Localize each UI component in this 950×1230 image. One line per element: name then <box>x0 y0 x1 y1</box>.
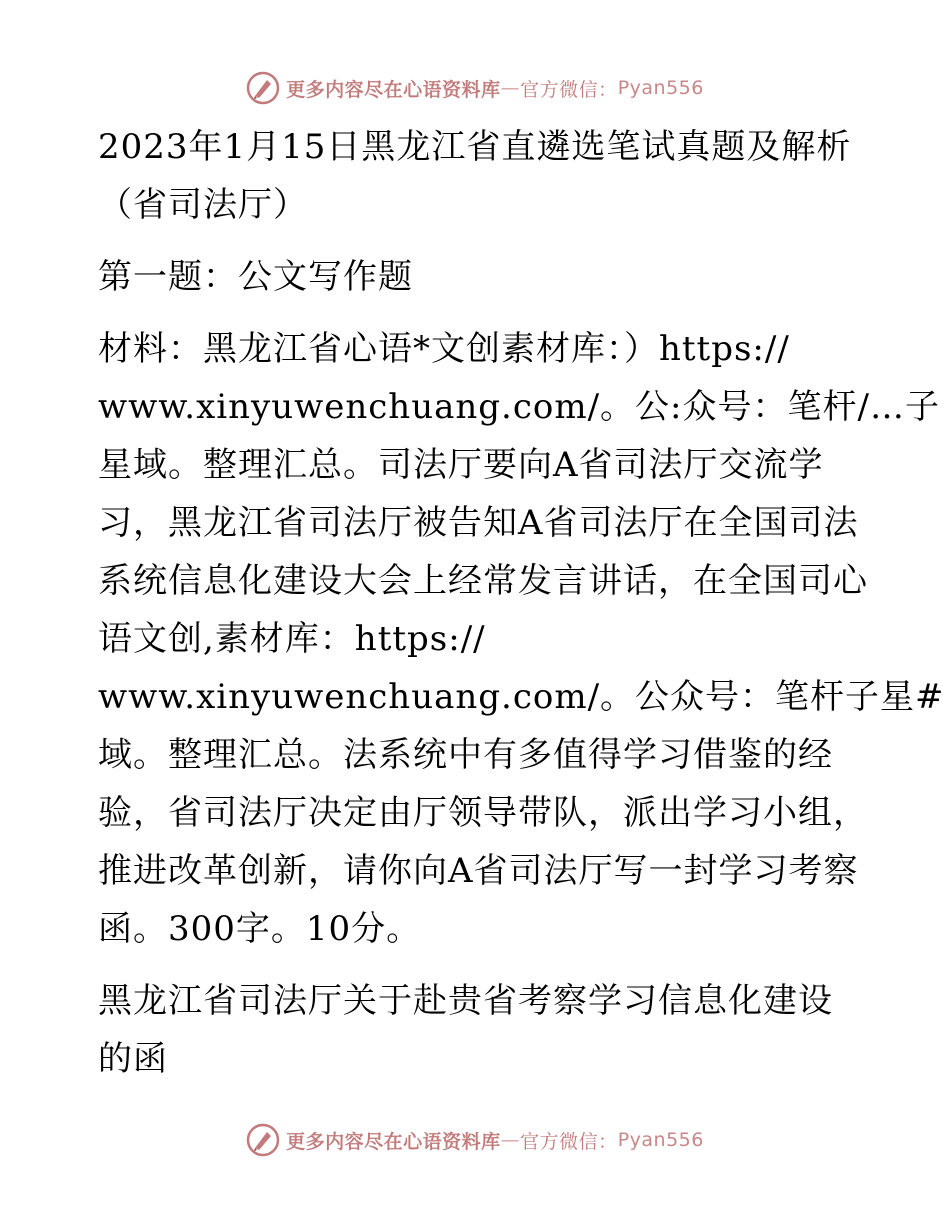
material-line: www.xinyuwenchuang.com/。公:众号：笔杆/…子 <box>98 387 940 427</box>
document-title-line-2: （省司法厅） <box>98 185 308 225</box>
watermark-dash: — <box>500 77 521 99</box>
watermark-text: 更多内容尽在心语资料库 <box>286 78 501 101</box>
document-title-line-1: 2023年1月15日黑龙江省直遴选笔试真题及解析 <box>98 127 852 167</box>
watermark-id: Pyan556 <box>617 77 704 99</box>
pen-logo-icon <box>246 1123 280 1157</box>
watermark-id: Pyan556 <box>617 1129 704 1151</box>
material-line: 语文创,素材库：https:// <box>98 619 486 659</box>
material-line: 函。300字。10分。 <box>98 909 422 949</box>
material-line: 习，黑龙江省司法厅被告知A省司法厅在全国司法 <box>98 503 859 543</box>
letter-title <box>98 972 850 1088</box>
letter-title-line: 黑龙江省司法厅关于赴贵省考察学习信息化建设 <box>98 981 833 1021</box>
material-line: 推进改革创新，请你向A省司法厅写一封学习考察 <box>98 851 859 891</box>
material-line: 验，省司法厅决定由厅领导带队，派出学习小组， <box>98 793 868 833</box>
watermark-text: 更多内容尽在心语资料库 <box>286 1130 501 1153</box>
footer-watermark <box>0 1120 950 1160</box>
material-line: 域。整理汇总。法系统中有多值得学习借鉴的经 <box>98 735 833 775</box>
section-heading: 第一题：公文写作题 <box>98 257 413 297</box>
material-line: 系统信息化建设大会上经常发言讲话，在全国司心 <box>98 561 868 601</box>
watermark-contact: 官方微信： <box>520 1130 618 1153</box>
material-paragraph <box>98 320 945 958</box>
document-body <box>98 118 945 1088</box>
watermark-contact: 官方微信： <box>520 78 618 101</box>
material-line: 星域。整理汇总。司法厅要向A省司法厅交流学 <box>98 445 824 485</box>
material-line: 材料：黑龙江省心语*文创素材库：）https:// <box>98 329 790 369</box>
letter-title-line: 的函 <box>98 1039 168 1079</box>
header-watermark <box>0 68 950 108</box>
watermark-dash: — <box>500 1129 521 1151</box>
material-line: www.xinyuwenchuang.com/。公众号：笔杆子星# <box>98 677 945 717</box>
pen-logo-icon <box>246 71 280 105</box>
